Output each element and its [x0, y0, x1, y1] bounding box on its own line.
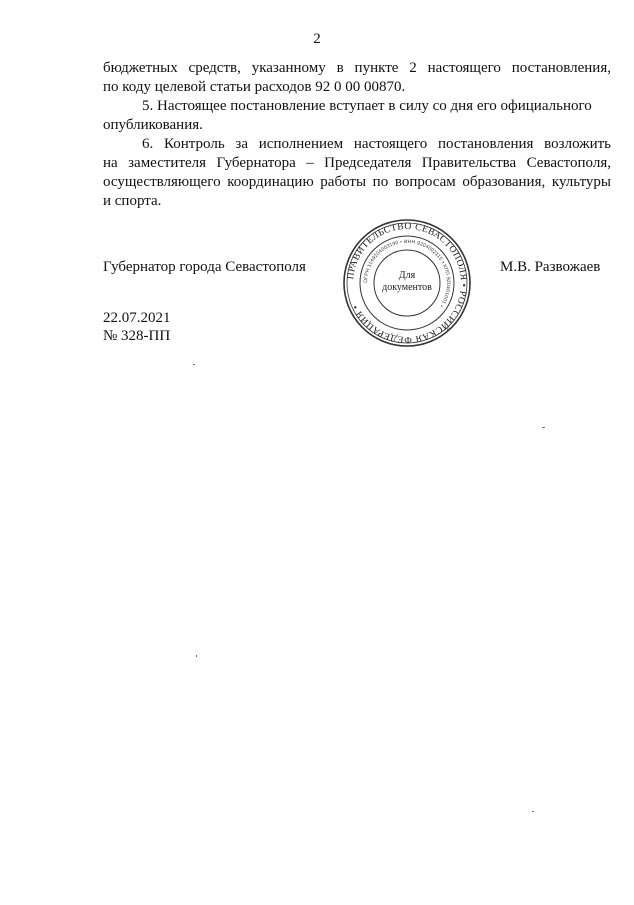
body-line: опубликования. — [103, 117, 203, 133]
body-line: бюджетных средств, указанному в пункте 2 настоящего постановления, — [103, 60, 611, 76]
page-number: 2 — [313, 31, 321, 47]
body-line: на заместителя Губернатора – Председателя Правительства Севастополя, — [103, 155, 611, 171]
svg-text:ОГРН 1149204003190 • ИНН 92040: ОГРН 1149204003190 • ИНН 9204002115 • КПП 920401001 • — [362, 238, 452, 309]
document-date: 22.07.2021 — [103, 310, 171, 326]
paragraph-5: 5. Настоящее постановление вступает в силу со дня его официального — [142, 98, 592, 114]
scan-speck — [542, 427, 545, 428]
body-line: по коду целевой статьи расходов 92 0 00 00870. — [103, 79, 406, 95]
document-body — [103, 59, 611, 211]
seal-center-line2: документов — [382, 282, 432, 293]
scan-speck — [196, 655, 197, 657]
paragraph-6: 6. Контроль за исполнением настоящего постановления возложить — [142, 136, 611, 152]
scan-speck — [532, 811, 534, 812]
signer-name: М.В. Развожаев — [500, 259, 601, 275]
body-line: и спорта. — [103, 193, 162, 209]
document-number: № 328-ПП — [103, 328, 171, 344]
svg-text:ПРАВИТЕЛЬСТВО СЕВАСТОПОЛЯ • РО: ПРАВИТЕЛЬСТВО СЕВАСТОПОЛЯ • РОССИЙСКАЯ ФЕДЕРАЦИЯ • — [346, 221, 469, 345]
seal-center-line1: Для — [398, 270, 416, 281]
scan-speck — [193, 364, 195, 365]
official-seal — [342, 218, 472, 348]
body-line: осуществляющего координацию работы по вопросам образования, культуры — [103, 174, 611, 190]
signer-title: Губернатор города Севастополя — [103, 259, 306, 275]
